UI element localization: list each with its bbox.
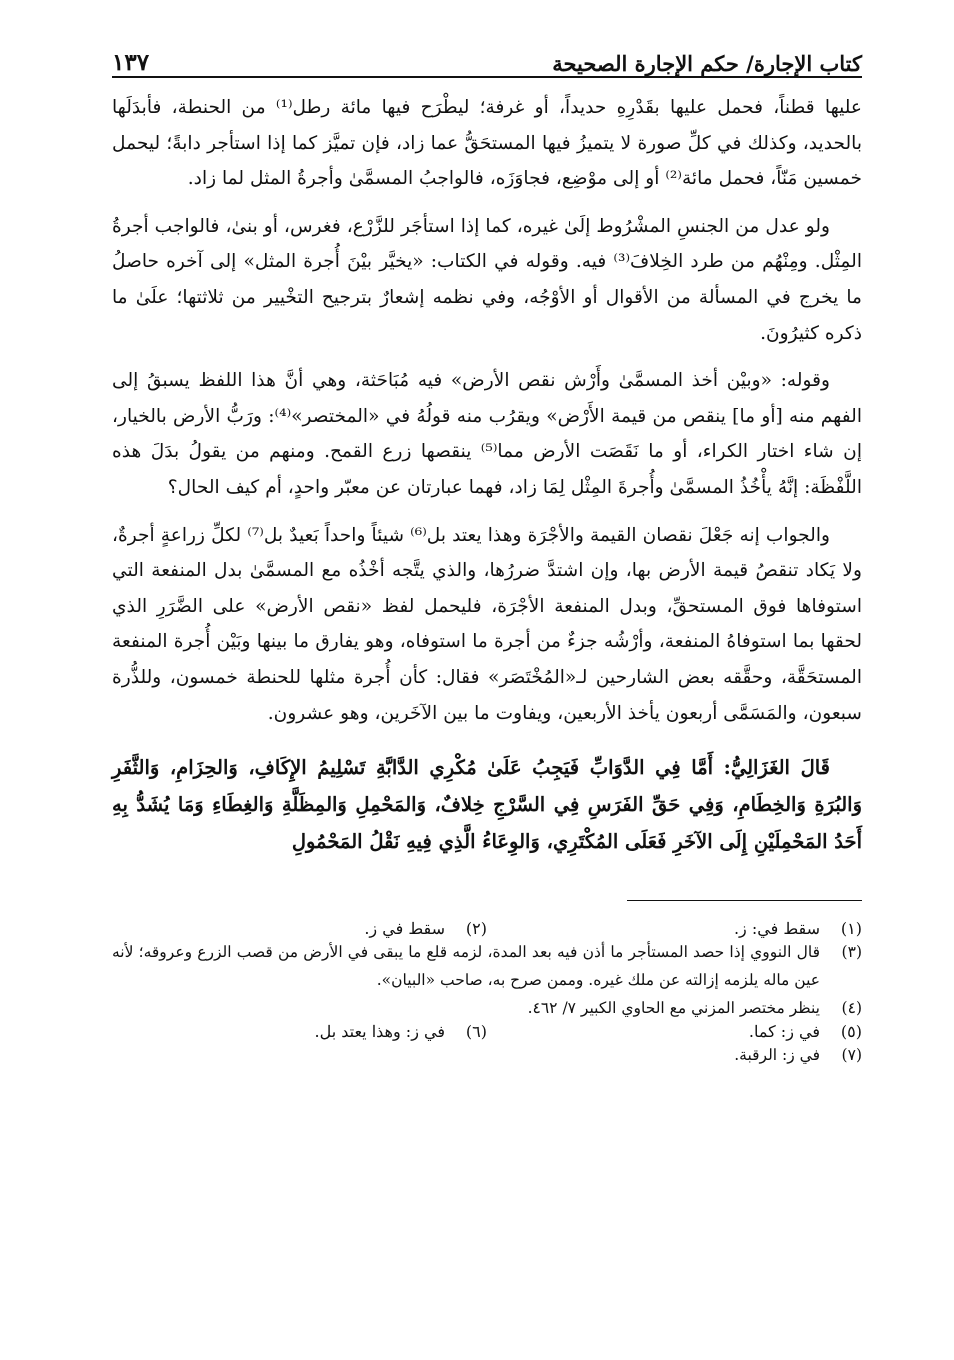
paragraph: والجواب إنه جَعْلَ نقصان القيمة والأجْرَة وهذا يعتد بل⁽⁶⁾ شيئاً واحداً بَعيدٌ بل⁽⁷⁾ لكلِّ زراعةٍ أجرةٌ، ولا يَكاد تنقصُ قيمة الأرض بها، وإن اشتدَّ ضررُها، والذي يتَّجه أخْذُه مع المسمَّىٰ بدل المنفعة التي استوفاها فوق المستحقِّ، وبدل المنفعة الأجْرَة، فليحمل لفظ «نقص الأرض» على الضَّرَرِ الذي لحقها بما استوفاهُ المنفعة، وأرْشُه جزءٌ من أجرة ما استوفاه، وهو يفارق ما بينها وبَيْن أُجرة المنفعة المستحَقَّة، وحقَّقه بعض الشارحين لـ«المُخْتَصَر» فقال: كأن أُجرة مثلها للحنطة خمسون، وللذُّرة سبعون، والمَسَمَّى أربعون يأخذ الأربعين، ويفاوت ما بين الآخَرين، وهو عشرون.	[112, 524, 862, 724]
page-number: ١٣٧	[112, 49, 150, 76]
footnote-text: قال النووي إذا حصد المستأجر ما أذن فيه بعد المدة، لزمه قلع ما يبقى في الأرض من قصب الزرع وعروقه؛ لأنه عين ماله يلزمه إزالته عن ملك غيره. وممن صرح به، صاحب «البيان».	[112, 943, 820, 990]
footnote-text: في ز: الرقبة.	[734, 1046, 820, 1065]
footnote-text: سقط في: ز.	[733, 919, 820, 939]
footnote-number: (٧)	[841, 1046, 862, 1065]
footnote-row	[112, 1022, 862, 1041]
footnote-text: ينظر مختصر المزني مع الحاوي الكبير ٧/ ٤٦٢.	[527, 999, 820, 1018]
footnote-number: (١)	[840, 919, 862, 939]
footnote-separator	[627, 900, 862, 901]
paragraph: وقوله: «وبيْن أخذ المسمَّىٰ وأَرْش نقص الأرض» فيه مُبَاحَثة، وهي أنَّ هذا اللفظ يسبقُ إلى الفهم منه [أو ما] ينقص من قيمة الأَرْض» ويقرُب منه قولُهُ في «المختصر»⁽⁴⁾: ورَبُّ الأرض بالخيار، إن شاء اختار الكراء، أو ما نَقَصَت الأرض مما⁽⁵⁾ ينقصها زرع القمح. ومنهم من يقولُ بدَلَ هذه اللَّفْظَة: إنَّهُ يأْخُذُ المسمَّىٰ وأُجرةَ المِثْل لِمَا زاد، فهما عبارتان عن معبّر واحدٍ، أم كيف الحال؟	[112, 370, 862, 498]
book-page	[112, 36, 862, 1069]
footnote-row	[112, 919, 862, 938]
header-title: كتاب الإجارة/ حكم الإجارة الصحيحة	[552, 51, 862, 76]
main-text	[112, 90, 862, 860]
footnotes	[112, 919, 862, 1069]
footnote-row	[112, 994, 862, 1022]
footnote-number: (٦)	[465, 1022, 487, 1042]
running-header	[112, 36, 862, 78]
paragraph: ولو عدل من الجنسِ المشْرُوط إلَىٰ غيره، كما إذا استأجَر للزَّرْع، فغرس، أو بنىٰ، فالواجب أجرةُ المِثْل. ومِنْهُم من طرد الخِلافَ⁽³⁾ فيه. وقوله في الكتاب: «يخيَّر بيْنَ أُجرة المثل» إلى آخره حاصلُ ما يخرج في المسألة من الأقوال أو الأوْجُه، وفي نظمه إشعارٌ بترجيح التخْيير من ثلاثتها؛ علَىٰ ما ذكره كثيرُونَ.	[112, 215, 862, 344]
footnote-number: (٥)	[840, 1022, 862, 1042]
footnote-number: (٣)	[841, 943, 862, 962]
footnote-text: في ز: كما.	[748, 1022, 820, 1042]
footnote-text: سقط في ز.	[364, 919, 445, 939]
footnote-number: (٢)	[465, 919, 487, 939]
footnote-row	[112, 938, 862, 994]
bold-quoted-text: قَالَ الغَزَالِيُّ: أَمَّا فِي الدَّوَابِّ فَيَجِبُ عَلَىٰ مُكْرِي الدَّابَّةِ تَسْلِيمُ الإِكَافِ، وَالحِزَامِ، وَالثَّفَرِ وَالبُرَةِ وَالخِطَامِ، وَفِي حَقِّ الفَرَسِ فِي السَّرْجِ خِلافٌ، وَالمَحْمِلِ وَالمِظَلَّةِ وَالغِطَاءِ وَمَا يُشَدُّ بِهِ أَحَدُ المَحْمِلَيْنِ إِلَى الآخَرِ فَعَلَى المُكْتَرِي، وَالوِعَاءُ الَّذِي فِيهِ نَقْلُ المَحْمُولِ	[112, 756, 862, 854]
footnote-text: في ز: وهذا يعتد بل.	[314, 1022, 445, 1042]
footnote-number: (٤)	[841, 999, 862, 1018]
footnote-row	[112, 1041, 862, 1069]
paragraph: عليها قطناً، فحمل عليها بقَدْرِهِ حديداً، أو غرفة؛ ليطْرَح فيها مائة رطل⁽¹⁾ من الحنطة، فأبدَلَها بالحديد، وكذلك في كلِّ صورة لا يتميزُ فيها المستحَقُّ عما زاد، فإن تميَّز كما إذا استأجر دابةً؛ ليحمل خمسين مَنّاً، فحمل مائة⁽²⁾ أو إلى موْضِع، فجاوَزَه، فالواجبُ المسمَّىٰ وأجرةُ المثل لما زاد.	[112, 97, 863, 190]
